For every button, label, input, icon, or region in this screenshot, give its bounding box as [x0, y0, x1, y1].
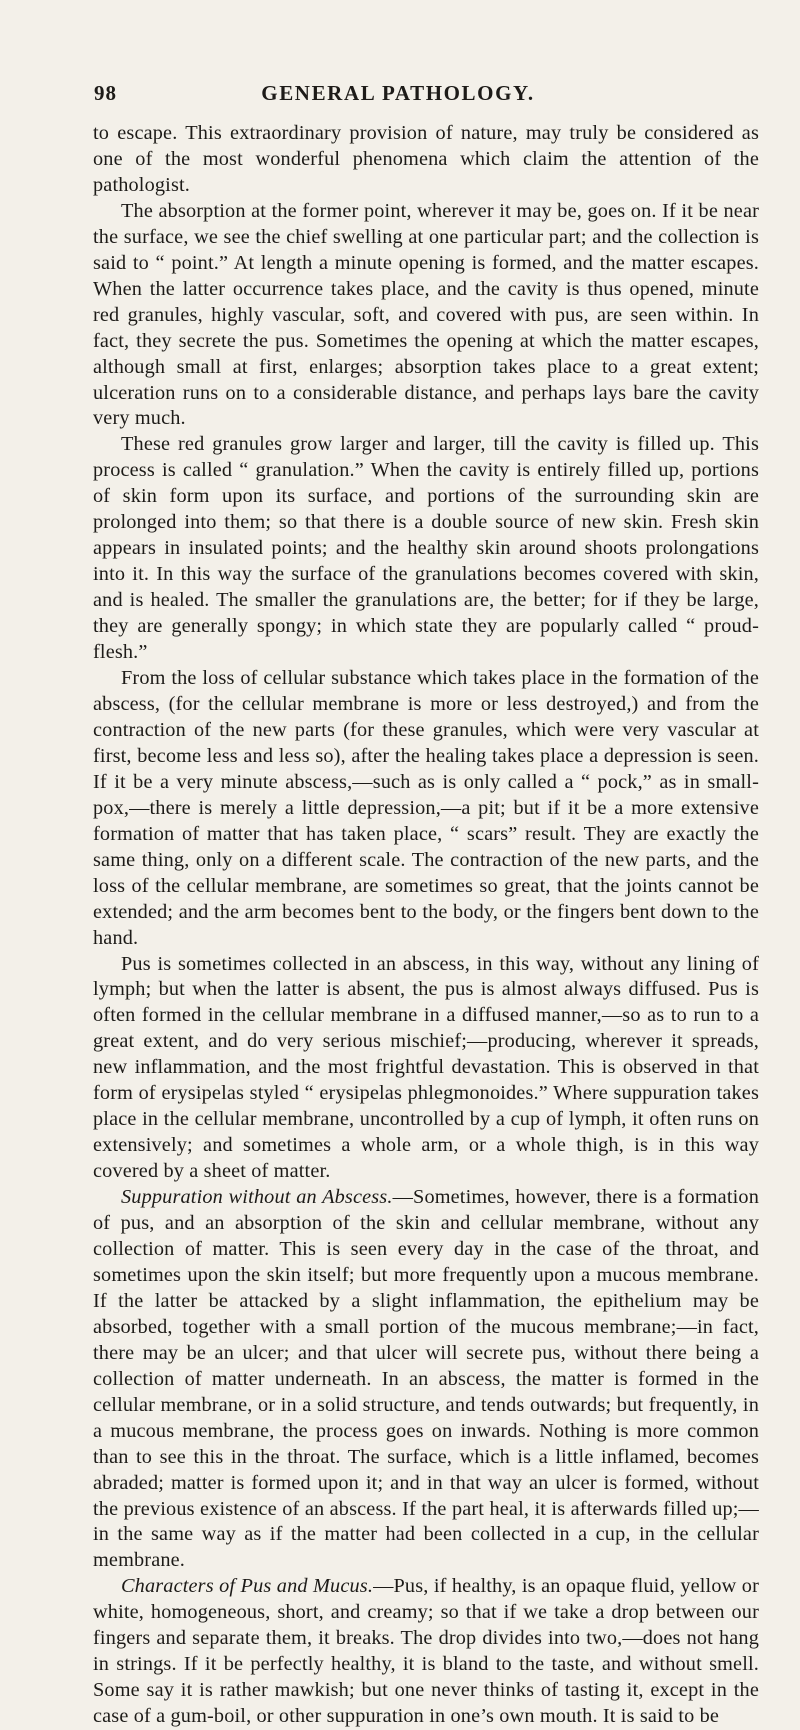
- section-heading: Suppuration without an Abscess.: [121, 1186, 393, 1209]
- paragraph: [93, 666, 759, 951]
- paragraph: [93, 121, 759, 199]
- paragraph-text: These red granules grow larger and larger, till the cavity is filled up. This process is called “ granulation.” When the cavity is entirely filled up, portions of skin form upon its surface, and portions of the surrounding skin are prolonged into them; so that there is a double source of new skin. Fresh skin appears in insulated points; and the healthy skin around shoots prolongations into it. In this way the surface of the granulations becomes covered with skin, and is healed. The smaller the granulations are, the better; for if they be large, they are generally spongy; in which state they are popularly called “ proud-flesh.”: [93, 433, 759, 664]
- paragraph-text: to escape. This extraordinary provision of nature, may truly be considered as one of the most wonderful phenomena which claim the attention of the pathologist.: [93, 122, 759, 196]
- paragraph: [93, 199, 759, 433]
- section-heading: Characters of Pus and Mucus.: [121, 1575, 374, 1598]
- running-title: GENERAL PATHOLOGY.: [261, 81, 535, 105]
- paragraph: [93, 1574, 759, 1730]
- paragraph: [93, 952, 759, 1186]
- paragraph-text: —Pus, if healthy, is an opaque fluid, yellow or white, homogeneous, short, and creamy; so that if we take a drop between our fingers and separate them, it breaks. The drop divides into two,—does not hang in strings. If it be perfectly healthy, it is bland to the taste, and without smell. Some say it is rather mawkish; but one never thinks of tasting it, except in the case of a gum-boil, or other suppuration in one’s own mouth. It is said to be: [93, 1575, 759, 1728]
- paragraph: [93, 1185, 759, 1574]
- paragraph-text: From the loss of cellular substance which takes place in the formation of the abscess, (for the cellular membrane is more or less destroyed,) and from the contraction of the new parts (for these granules, which were very vascular at first, become less and less so), after the healing takes place a depression is seen. If it be a very minute abscess,—such as is only called a “ pock,” as in small-pox,—there is merely a little depression,—a pit; but if it be a more extensive formation of matter that has taken place, “ scars” result. They are exactly the same thing, only on a different scale. The contraction of the new parts, and the loss of the cellular membrane, are sometimes so great, that the joints cannot be extended; and the arm becomes bent to the body, or the fingers bent down to the hand.: [93, 667, 759, 949]
- page-header: [68, 81, 728, 111]
- body-text: [93, 121, 759, 1730]
- paragraph-text: —Sometimes, however, there is a formation of pus, and an absorption of the skin and cellular membrane, without any collection of matter. This is seen every day in the case of the throat, and sometimes upon the skin itself; but more frequently upon a mucous membrane. If the latter be attacked by a slight inflammation, the epithelium may be absorbed, together with a small portion of the mucous membrane;—in fact, there may be an ulcer; and that ulcer will secrete pus, without there being a collection of matter underneath. In an abscess, the matter is formed in the cellular membrane, or in a solid structure, and tends outwards; but frequently, in a mucous membrane, the process goes on inwards. Nothing is more common than to see this in the throat. The surface, which is a little inflamed, becomes abraded; matter is formed upon it; and in that way an ulcer is formed, without the previous existence of an abscess. If the part heal, it is afterwards filled up;—in the same way as if the matter had been collected in a cup, in the cellular membrane.: [93, 1186, 759, 1572]
- page-number: 98: [94, 81, 117, 105]
- paragraph-text: The absorption at the former point, wherever it may be, goes on. If it be near the surface, we see the chief swelling at one particular part; and the collection is said to “ point.” At length a minute opening is formed, and the matter escapes. When the latter occurrence takes place, and the cavity is thus opened, minute red granules, highly vascular, soft, and covered with pus, are seen within. In fact, they secrete the pus. Sometimes the opening at which the matter escapes, although small at first, enlarges; absorption takes place to a great extent; ulceration runs on to a considerable distance, and perhaps lays bare the cavity very much.: [93, 199, 759, 430]
- paragraph-text: Pus is sometimes collected in an abscess, in this way, without any lining of lymph; but when the latter is absent, the pus is almost always diffused. Pus is often formed in the cellular membrane in a diffused manner,—so as to run to a great extent, and do very serious mischief;—producing, wherever it spreads, new inflammation, and the most frightful devastation. This is observed in that form of erysipelas styled “ erysipelas phlegmonoides.” Where suppuration takes place in the cellular membrane, uncontrolled by a cup of lymph, it often runs on extensively; and sometimes a whole arm, or a whole thigh, is in this way covered by a sheet of matter.: [93, 952, 759, 1183]
- paragraph: [93, 432, 759, 666]
